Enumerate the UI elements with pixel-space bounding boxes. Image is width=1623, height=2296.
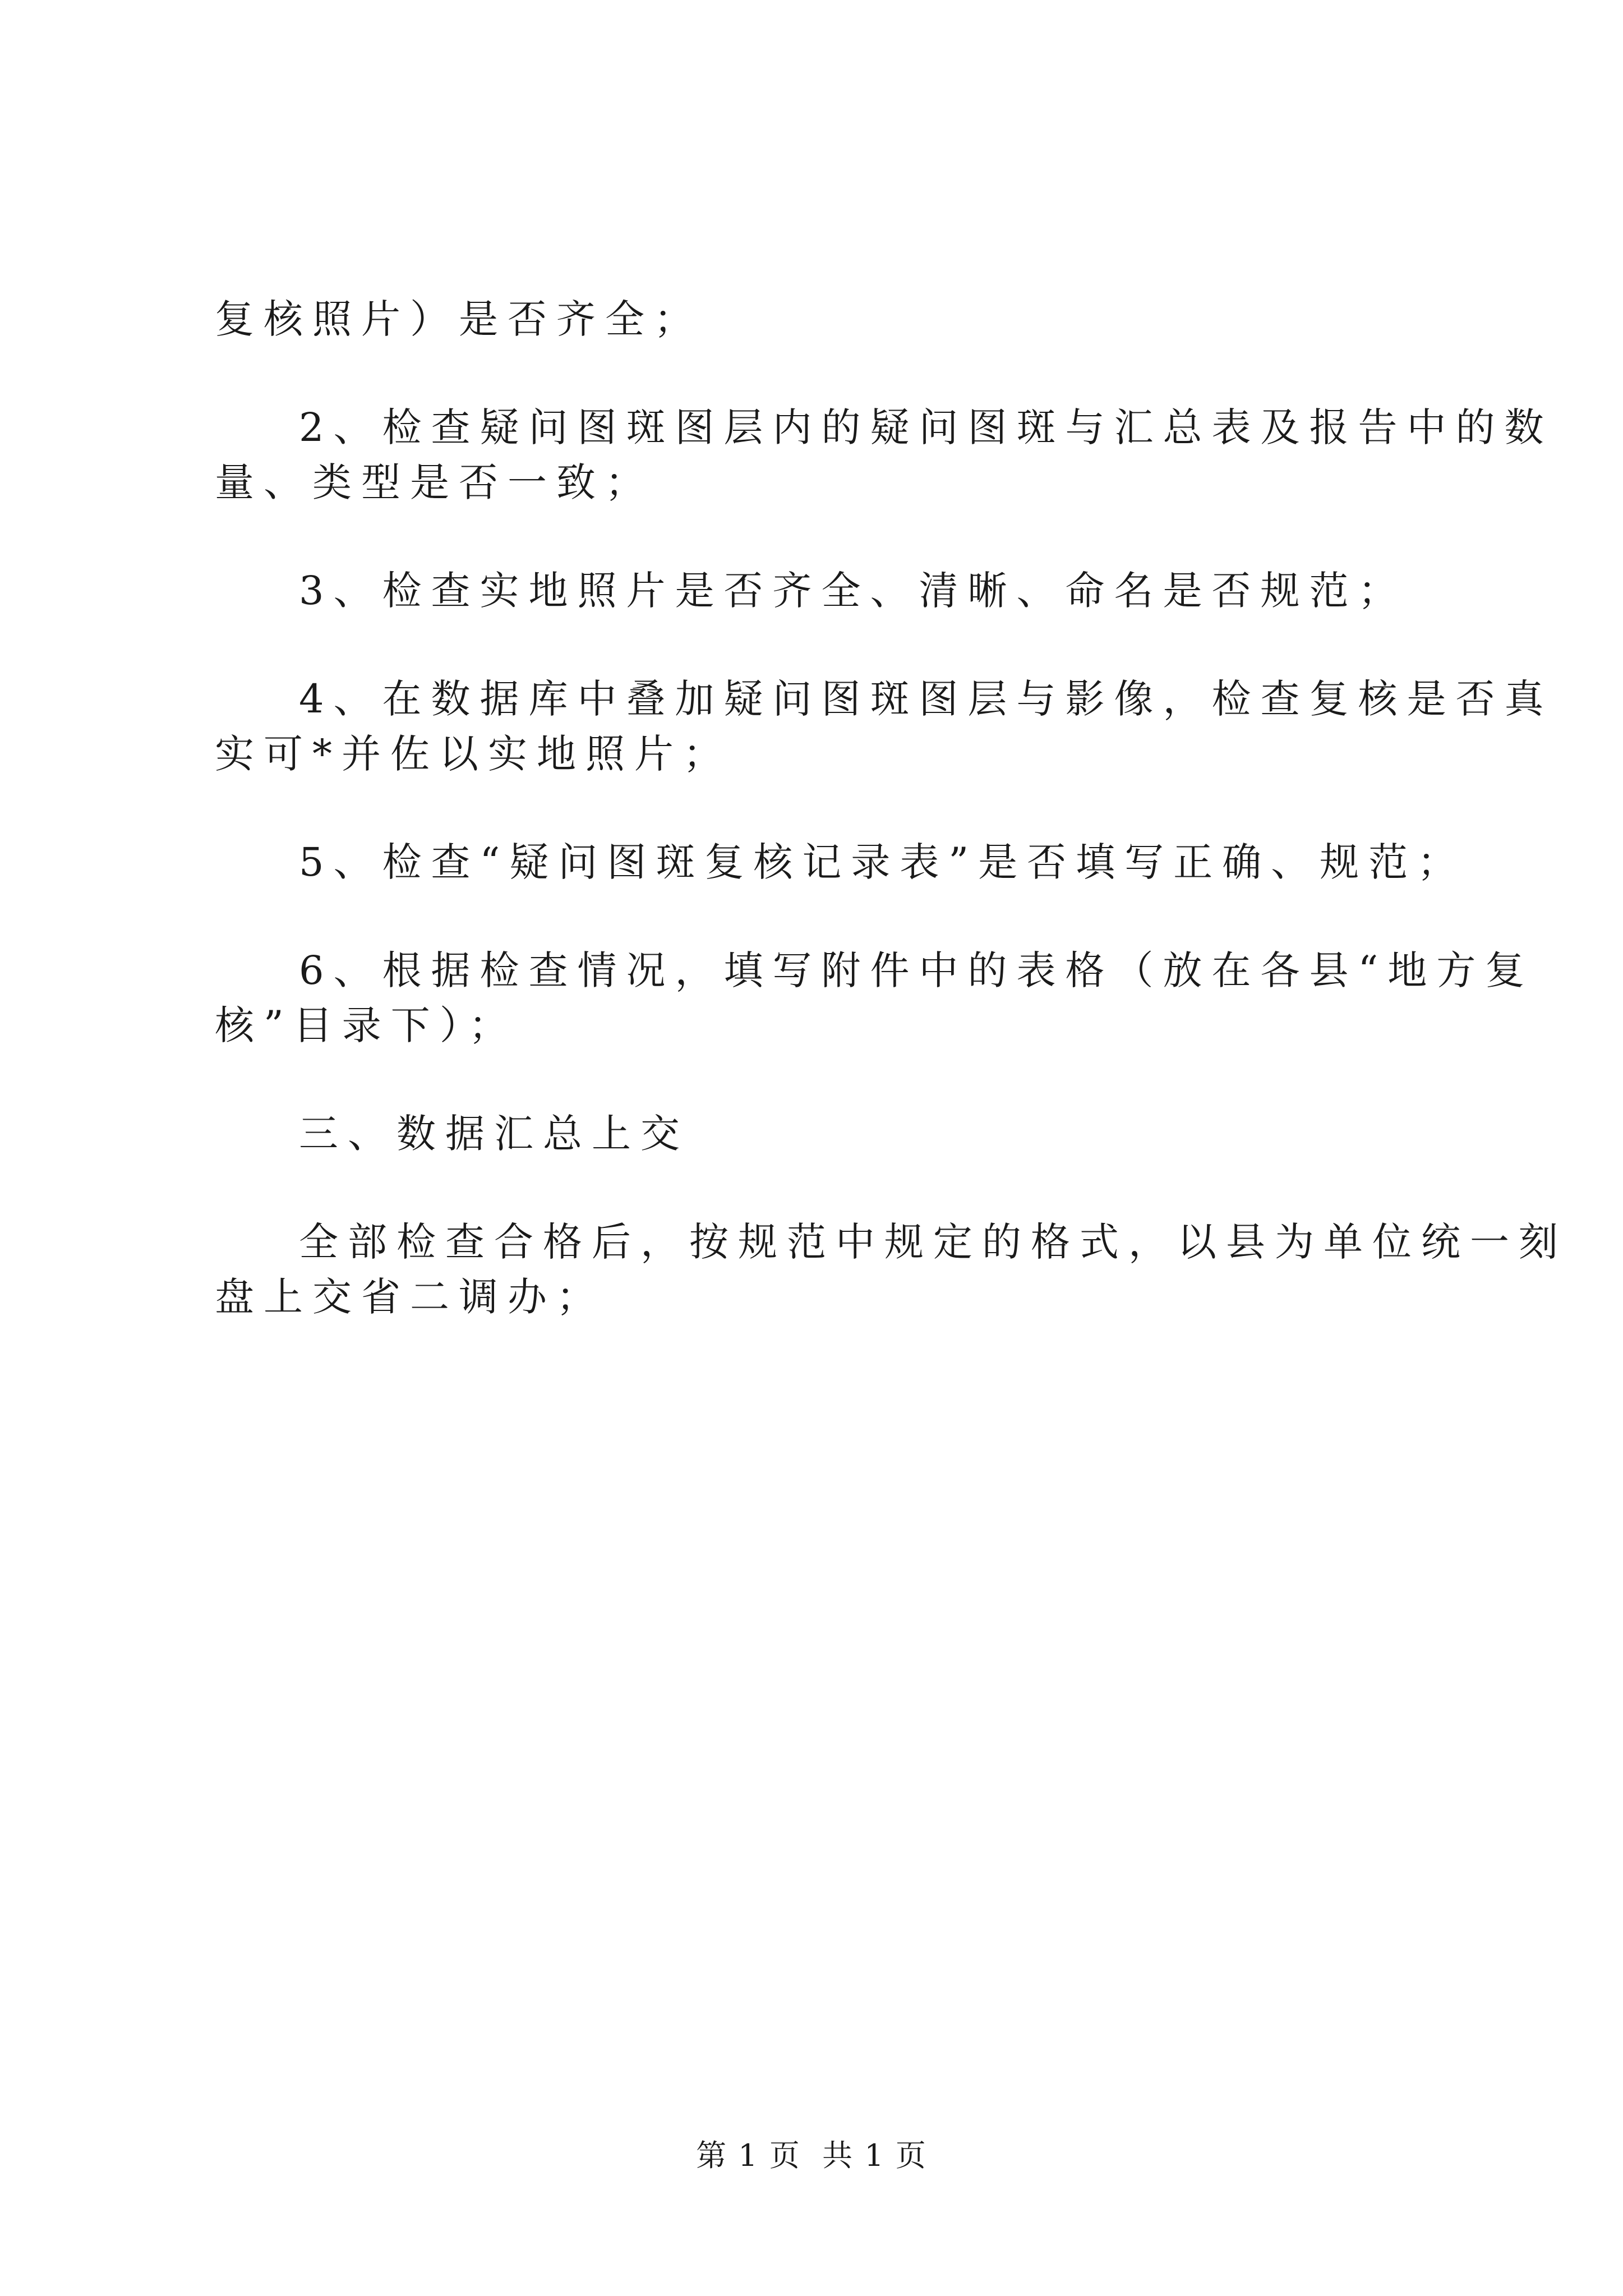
text-line-11: 全部检查合格后，按规范中规定的格式，以县为单位统一刻 — [299, 1219, 1567, 1265]
text-line-8: 6、根据检查情况，填写附件中的表格（放在各县“地方复 — [299, 947, 1534, 993]
text-line-9: 核”目录下）； — [215, 1002, 518, 1048]
document-body — [215, 292, 1567, 1324]
section-heading: 三、数据汇总上交 — [299, 1111, 689, 1157]
text-line-3: 量、类型是否一致； — [215, 459, 654, 505]
text-line-4: 3、检查实地照片是否齐全、清晰、命名是否规范； — [299, 568, 1407, 614]
text-line-2: 2、检查疑问图斑图层内的疑问图斑与汇总表及报告中的数 — [299, 404, 1553, 450]
text-line-7: 5、检查“疑问图斑复核记录表”是否填写正确、规范； — [299, 839, 1467, 885]
text-line-1: 复核照片）是否齐全； — [215, 296, 703, 342]
text-line-5: 4、在数据库中叠加疑问图斑图层与影像，检查复核是否真 — [299, 676, 1553, 722]
text-line-6: 实可*并佐以实地照片； — [215, 731, 732, 777]
page-footer: 第 1 页 共 1 页 — [696, 2138, 927, 2173]
text-line-12: 盘上交省二调办； — [215, 1274, 605, 1320]
